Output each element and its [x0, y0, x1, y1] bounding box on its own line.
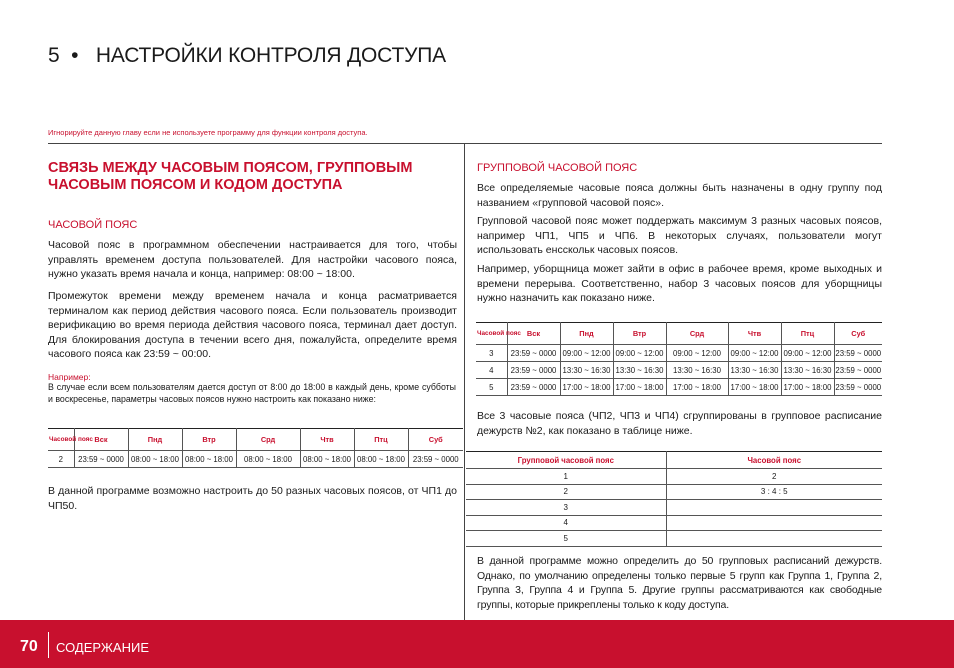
- table-row: [466, 531, 882, 547]
- table-cell: 23:59 ~ 0000: [74, 451, 128, 468]
- table-cell: 3 : 4 : 5: [666, 484, 882, 500]
- group-timezone-subheading: ГРУППОВОЙ ЧАСОВОЙ ПОЯС: [477, 162, 638, 174]
- table-header-row: [466, 452, 882, 469]
- group-paragraph-4: Все 3 часовые пояса (ЧП2, ЧП3 и ЧП4) сгруппированы в групповое расписание дежурств №2, как показано в таблице ниже.: [477, 410, 882, 437]
- table-header: Птц: [781, 323, 834, 345]
- table-of-contents-link[interactable]: СОДЕРЖАНИЕ: [56, 640, 150, 655]
- title-text: НАСТРОЙКИ КОНТРОЛЯ ДОСТУПА: [95, 44, 446, 67]
- table-header: Часовой пояс: [476, 323, 507, 345]
- footer-separator: [48, 632, 49, 658]
- top-divider: [48, 143, 882, 144]
- table-cell: 17:00 ~ 18:00: [728, 379, 781, 396]
- table-row: [476, 345, 882, 362]
- table-cell: 2: [466, 484, 666, 500]
- timezone-table-cleaner: [476, 322, 882, 396]
- timezone-paragraph-2: Промежуток времени между временем начала и конца расматривается терминалом как период действия часового пояса. Если пользователь производит верификацию во время периода действия часового пояса, терминал дает доступ. Для блокирования доступа в течении всего дня, пожалуйста, определите время часового пояса как 23:59 ~ 00:00.: [48, 290, 457, 360]
- table-cell: 5: [476, 379, 507, 396]
- table-cell: 4: [476, 362, 507, 379]
- table-cell: 5: [466, 531, 666, 547]
- table-header: Чтв: [728, 323, 781, 345]
- table-row: [466, 484, 882, 500]
- table-cell: [666, 531, 882, 547]
- table-cell: 17:00 ~ 18:00: [560, 379, 613, 396]
- table-cell: 23:59 ~ 0000: [507, 362, 560, 379]
- table-header: Птц: [354, 429, 408, 451]
- chapter-note: Игнорируйте данную главу если не используете программу для функции контроля доступа.: [48, 128, 368, 137]
- table-cell: [666, 515, 882, 531]
- table-cell: 3: [476, 345, 507, 362]
- group-paragraph-2: Групповой часовой пояс может поддержать максимум 3 разных часовых поясов, например ЧП1, ЧП5 и ЧП6. В некоторых случаях, пользователи могут использовать енсскольк часовых поясов.: [477, 215, 882, 256]
- table-cell: 09:00 ~ 12:00: [666, 345, 728, 362]
- table-cell: 23:59 ~ 0000: [507, 379, 560, 396]
- timezone-subheading: ЧАСОВОЙ ПОЯС: [48, 219, 138, 231]
- table-cell: 2: [48, 451, 74, 468]
- page-title: [48, 44, 446, 68]
- table-cell: 13:30 ~ 16:30: [613, 362, 666, 379]
- table-cell: [666, 500, 882, 516]
- table-row: [466, 515, 882, 531]
- table-cell: 08:00 ~ 18:00: [354, 451, 408, 468]
- timezone-paragraph-3: В данной программе возможно настроить до 50 разных часовых поясов, от ЧП1 до ЧП50.: [48, 485, 457, 512]
- column-divider: [464, 143, 465, 620]
- table-cell: 08:00 ~ 18:00: [236, 451, 300, 468]
- table-cell: 13:30 ~ 16:30: [728, 362, 781, 379]
- group-paragraph-5: В данной программе можно определить до 50 групповых расписаний дежурств. Однако, по умолчанию определены только первые 5 групп как Группа 1, Группа 2, Группа 3, Группа 4 и Группа 5. Другие группы рассматриваются как свободные группы, которые прикреплены только к коду доступа.: [477, 555, 882, 611]
- table-cell: 09:00 ~ 12:00: [613, 345, 666, 362]
- table-cell: 23:59 ~ 0000: [834, 345, 882, 362]
- table-header: Часовой пояс: [666, 452, 882, 469]
- table-cell: 17:00 ~ 18:00: [781, 379, 834, 396]
- table-header: Втр: [182, 429, 236, 451]
- table-header: Срд: [666, 323, 728, 345]
- table-cell: 13:30 ~ 16:30: [666, 362, 728, 379]
- table-cell: 13:30 ~ 16:30: [781, 362, 834, 379]
- table-row: [476, 362, 882, 379]
- table-header: Вск: [507, 323, 560, 345]
- timezone-table-example: [48, 428, 463, 468]
- group-timezone-table: [466, 451, 882, 547]
- table-header: Пнд: [128, 429, 182, 451]
- table-header: Пнд: [560, 323, 613, 345]
- table-cell: 23:59 ~ 0000: [834, 362, 882, 379]
- example-label: Например:: [48, 372, 91, 382]
- table-cell: 08:00 ~ 18:00: [300, 451, 354, 468]
- table-row: [466, 469, 882, 485]
- table-cell: 23:59 ~ 0000: [408, 451, 463, 468]
- table-header: Часовой пояс: [48, 429, 74, 451]
- table-cell: 23:59 ~ 0000: [834, 379, 882, 396]
- group-paragraph-3: Например, уборщница может зайти в офис в рабочее время, кроме выходных и времени перерыва. Соответственно, набор 3 часовых поясов для уборщницы нужно назначить как показано ниже.: [477, 263, 882, 304]
- table-header: Суб: [408, 429, 463, 451]
- title-bullet: •: [71, 44, 79, 67]
- table-header: Вск: [74, 429, 128, 451]
- table-cell: 2: [666, 469, 882, 485]
- table-cell: 1: [466, 469, 666, 485]
- table-cell: 23:59 ~ 0000: [507, 345, 560, 362]
- table-header-row: [476, 323, 882, 345]
- table-cell: 09:00 ~ 12:00: [560, 345, 613, 362]
- group-paragraph-1: Все определяемые часовые пояса должны быть назначены в одну группу под названием «групповой часовой пояс».: [477, 182, 882, 209]
- table-header-row: [48, 429, 463, 451]
- table-row: [466, 500, 882, 516]
- table-cell: 13:30 ~ 16:30: [560, 362, 613, 379]
- table-header: Срд: [236, 429, 300, 451]
- table-cell: 09:00 ~ 12:00: [781, 345, 834, 362]
- table-cell: 17:00 ~ 18:00: [613, 379, 666, 396]
- table-cell: 08:00 ~ 18:00: [128, 451, 182, 468]
- table-cell: 17:00 ~ 18:00: [666, 379, 728, 396]
- table-cell: 4: [466, 515, 666, 531]
- timezone-paragraph-1: Часовой пояс в программном обеспечении настраивается для того, чтобы управлять временем доступа пользователей. Для настройки часового пояса, нужно указать время начала и конца, например: 08:00 ~ 18:00.: [48, 239, 457, 280]
- table-header: Втр: [613, 323, 666, 345]
- table-cell: 08:00 ~ 18:00: [182, 451, 236, 468]
- table-cell: 3: [466, 500, 666, 516]
- example-text: В случае если всем пользователям дается доступ от 8:00 до 18:00 в каждый день, кроме субботы и воскресенье, параметры часовых поясов нужно настроить как показано ниже:: [48, 382, 456, 404]
- section-heading: СВЯЗЬ МЕЖДУ ЧАСОВЫМ ПОЯСОМ, ГРУППОВЫМ ЧАСОВЫМ ПОЯСОМ И КОДОМ ДОСТУПА: [48, 160, 413, 193]
- section-number: 5: [48, 44, 60, 67]
- table-row: [476, 379, 882, 396]
- table-cell: 09:00 ~ 12:00: [728, 345, 781, 362]
- table-row: [48, 451, 463, 468]
- table-header: Суб: [834, 323, 882, 345]
- table-header: Чтв: [300, 429, 354, 451]
- page-number: 70: [20, 638, 38, 655]
- table-header: Групповой часовой пояс: [466, 452, 666, 469]
